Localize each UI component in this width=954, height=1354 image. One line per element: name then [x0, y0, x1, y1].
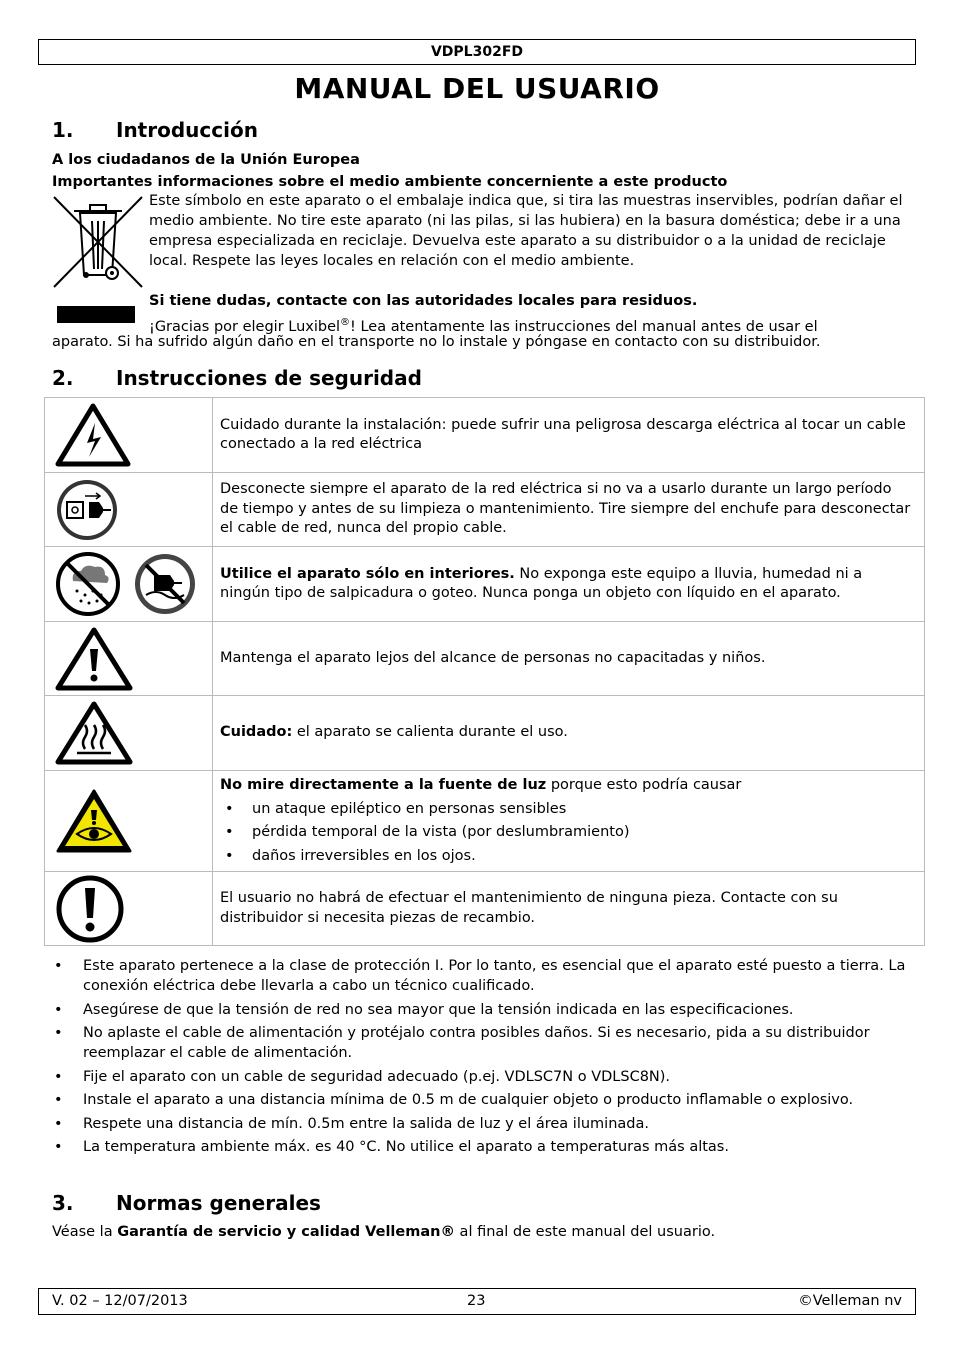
header-model: VDPL302FD [38, 39, 916, 65]
list-item: • Respete una distancia de mín. 0.5m entre la salida de luz y el área iluminada. [52, 1114, 912, 1134]
footer-copyright: ©Velleman nv [798, 1293, 902, 1309]
warranty-link-text: Garantía de servicio y calidad Velleman® [117, 1224, 455, 1240]
icon-cell [45, 473, 213, 547]
safety-row [45, 872, 925, 946]
section-number: 2. [52, 366, 74, 390]
list-item: • daños irreversibles en los ojos. [220, 847, 912, 867]
warranty-text: Véase la [52, 1224, 118, 1240]
thanks-text: ¡Gracias por elegir Luxibel [149, 318, 341, 335]
safety-text: Mantenga el aparato lejos del alcance de personas no capacitadas y niños. [213, 622, 925, 696]
safety-text-bold: Utilice el aparato sólo en interiores. [220, 565, 515, 582]
safety-text [213, 696, 925, 771]
section-1-heading [52, 118, 258, 142]
black-bar [57, 306, 135, 323]
eye-hazard-icon [55, 788, 133, 854]
safety-text [213, 547, 925, 622]
list-item: • pérdida temporal de la vista (por deslumbramiento) [220, 823, 912, 843]
safety-row [45, 398, 925, 473]
environment-paragraph: Este símbolo en este aparato o el embalaje indica que, si tira las muestras inservibles, podrían dañar el medio ambiente. No tire este aparato (ni las pilas, si las hubiera) en la basura doméstica; debe ir a una empresa especializada en reciclaje. Devuelva este aparato a su distribuidor o a la unidad de reciclaje local. Respete las leyes locales en relación con el medio ambiente. [149, 193, 903, 269]
icon-cell [45, 872, 213, 946]
icon-cell [45, 696, 213, 771]
list-item: • Fije el aparato con un cable de seguridad adecuado (p.ej. VDLSC7N o VDLSC8N). [52, 1067, 912, 1087]
section-title: Normas generales [116, 1191, 321, 1215]
section-number: 1. [52, 118, 74, 142]
section-number: 3. [52, 1191, 74, 1215]
footer [38, 1288, 916, 1315]
warranty-paragraph [52, 1222, 715, 1242]
safety-text-body: el aparato se calienta durante el uso. [292, 724, 568, 741]
list-item: • Instale el aparato a una distancia mínima de 0.5 m de cualquier objeto o producto inflamable o explosivo. [52, 1090, 912, 1110]
section-3-heading [52, 1191, 321, 1215]
safety-row [45, 696, 925, 771]
thanks-line-2: aparato. Si ha sufrido algún daño en el transporte no lo instale y póngase en contacto con su distribuidor. [52, 334, 821, 350]
safety-text-body: No exponga este equipo a lluvia, humedad ni a ningún tipo de salpicadura o goteo. Nunca ponga un objeto con líquido en el aparato. [220, 565, 863, 601]
footer-page-number: 23 [467, 1293, 486, 1309]
safety-bullet-list [52, 956, 912, 1161]
safety-text: Cuidado durante la instalación: puede sufrir una peligrosa descarga eléctrica al tocar un cable conectado a la red eléctrica [213, 398, 925, 473]
section-2-heading [52, 366, 422, 390]
safety-text-bold: No mire directamente a la fuente de luz [220, 777, 547, 793]
safety-row [45, 473, 925, 547]
exclamation-circle-icon [55, 874, 125, 944]
general-warning-icon [55, 627, 133, 691]
eye-hazard-list [220, 800, 912, 867]
safety-text-bold: Cuidado: [220, 724, 293, 741]
unplug-icon [55, 478, 119, 542]
section-title: Instrucciones de seguridad [116, 366, 422, 390]
footer-version: V. 02 – 12/07/2013 [52, 1293, 188, 1309]
list-item: • Este aparato pertenece a la clase de protección I. Por lo tanto, es esencial que el aparato esté puesto a tierra. La conexión eléctrica debe llevarla a cabo un técnico cualificado. [52, 956, 912, 996]
safety-text: El usuario no habrá de efectuar el mantenimiento de ninguna pieza. Contacte con su distribuidor si necesita piezas de recambio. [213, 872, 925, 946]
safety-row [45, 771, 925, 872]
no-rain-icon [55, 551, 121, 617]
electric-shock-warning-icon [55, 403, 131, 467]
warranty-text-cont: al final de este manual del usuario. [454, 1224, 716, 1240]
no-water-plug-icon [132, 551, 198, 617]
registered-mark: ® [340, 317, 351, 328]
safety-text: Desconecte siempre el aparato de la red eléctrica si no va a usarlo durante un largo período de tiempo y antes de su limpieza o mantenimiento. Tire siempre del enchufe para desconectar el cable de red, nunca del propio cable. [213, 473, 925, 547]
safety-row [45, 622, 925, 696]
list-item: • Asegúrese de que la tensión de red no sea mayor que la tensión indicada en las especificaciones. [52, 1000, 912, 1020]
safety-text [213, 771, 925, 872]
icon-cell [45, 398, 213, 473]
hot-surface-icon [55, 701, 133, 765]
section-title: Introducción [116, 118, 258, 142]
subheading-environment: Importantes informaciones sobre el medio ambiente concerniente a este producto [52, 174, 728, 190]
list-item: • un ataque epiléptico en personas sensibles [220, 800, 912, 820]
waste-contact-note: Si tiene dudas, contacte con las autoridades locales para residuos. [149, 293, 698, 309]
icon-cell [45, 771, 213, 872]
safety-table [44, 397, 925, 946]
icon-cell [45, 547, 213, 622]
safety-row [45, 547, 925, 622]
list-item: • No aplaste el cable de alimentación y protéjalo contra posibles daños. Si es necesario, pida a su distribuidor reemplazar el cable de alimentación. [52, 1023, 912, 1063]
list-item: • La temperatura ambiente máx. es 40 °C. No utilice el aparato a temperaturas más altas. [52, 1137, 912, 1157]
icon-cell [45, 622, 213, 696]
subheading-eu: A los ciudadanos de la Unión Europea [52, 152, 360, 168]
thanks-text-cont: ! Lea atentamente las instrucciones del manual antes de usar el [350, 318, 818, 335]
page-title: MANUAL DEL USUARIO [294, 72, 660, 105]
crossed-bin-icon [52, 195, 144, 289]
safety-text-body: porque esto podría causar [546, 777, 742, 793]
